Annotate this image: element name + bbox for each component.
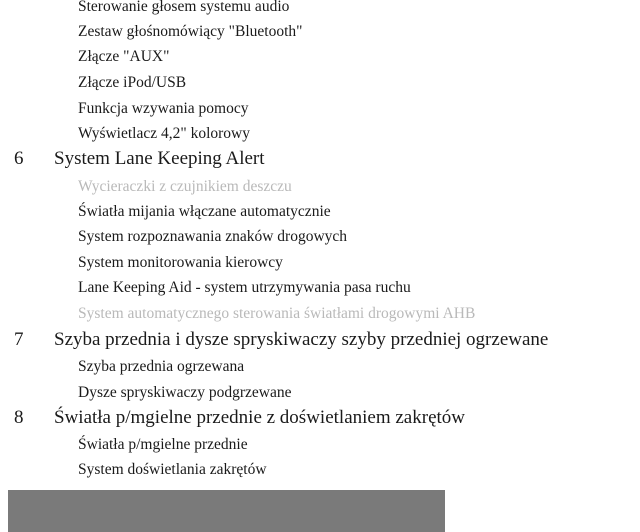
list-item: Światła mijania włączane automatycznie [78,203,331,220]
redaction-overlay [8,490,445,532]
list-item: System automatycznego sterowania światłami drogowymi AHB [78,305,476,322]
list-item: Szyba przednia ogrzewana [78,358,245,375]
section-title: Światła p/mgielne przednie z doświetlaniem zakrętów [54,407,465,428]
list-item: Zestaw głośnomówiący "Bluetooth" [78,23,303,40]
list-item: System monitorowania kierowcy [78,254,283,271]
list-item: Lane Keeping Aid - system utrzymywania pasa ruchu [78,279,411,296]
list-item: Funkcja wzywania pomocy [78,100,249,117]
section-number: 7 [14,329,24,350]
list-item: Złącze iPod/USB [78,74,187,91]
section-number: 8 [14,407,24,428]
list-item: Wyświetlacz 4,2" kolorowy [78,125,250,142]
section-title: System Lane Keeping Alert [54,148,265,169]
list-item: Dysze spryskiwaczy podgrzewane [78,384,292,401]
list-item: System doświetlania zakrętów [78,461,267,478]
list-item: Sterowanie głosem systemu audio [78,0,290,15]
list-item: Złącze "AUX" [78,48,170,65]
list-item: Światła p/mgielne przednie [78,436,248,453]
section-number: 6 [14,148,24,169]
section-title: Szyba przednia i dysze spryskiwaczy szyby przedniej ogrzewane [54,329,549,350]
list-item: Wycieraczki z czujnikiem deszczu [78,178,292,195]
list-item: System rozpoznawania znaków drogowych [78,228,348,245]
